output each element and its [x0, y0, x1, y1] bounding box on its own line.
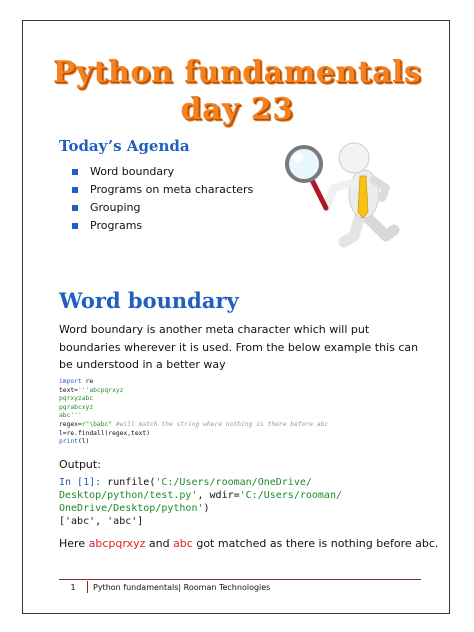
console-string: 'C:/Users/rooman/OneDrive/ — [155, 477, 312, 488]
bullet-icon — [72, 187, 78, 193]
agenda-item: Word boundary — [72, 163, 253, 181]
agenda-list — [72, 163, 253, 235]
output-label: Output: — [59, 458, 101, 471]
console-text: ) — [203, 503, 210, 514]
console-text: , wdir= — [197, 490, 240, 501]
figure-with-magnifying-glass-icon — [282, 124, 412, 254]
page-title-line1: Python fundamentals — [52, 55, 422, 90]
code-keyword: import — [59, 378, 82, 385]
console-string: 'C:/Users/rooman/ — [239, 490, 342, 501]
console-string: Desktop/python/test.py' — [59, 490, 198, 501]
code-text: regex= — [59, 420, 82, 428]
output-console — [59, 476, 342, 528]
bullet-icon — [72, 169, 78, 175]
code-text: re — [81, 378, 94, 385]
section-paragraph: Word boundary is another meta character which will put boundaries wherever it is used. From the below example this can be understood in a better way — [59, 323, 419, 371]
page-title-line2: day 23 — [180, 92, 294, 127]
code-string: '''abcpqrxyz — [77, 386, 124, 394]
highlight-match: abc — [173, 537, 193, 550]
code-comment: #will match the string where nothing is there before abc — [112, 420, 329, 428]
code-string: pqrxyzabc — [59, 395, 94, 403]
footer-rule — [59, 579, 421, 580]
section-heading: Word boundary — [59, 288, 239, 313]
agenda-item: Programs on meta characters — [72, 181, 253, 199]
code-text: (l) — [77, 438, 90, 446]
code-text: l=re.findall(regex,text) — [59, 429, 150, 437]
code-string: pqrabcxyz — [59, 403, 94, 411]
page-number: 1 — [70, 583, 76, 592]
highlight-match: abcpqrxyz — [88, 537, 146, 550]
console-string: OneDrive/Desktop/python' — [59, 503, 204, 514]
agenda-item: Grouping — [72, 199, 253, 217]
footer-separator — [87, 581, 88, 593]
console-text: runfile( — [101, 477, 156, 488]
bullet-icon — [72, 223, 78, 229]
agenda-heading: Today’s Agenda — [59, 137, 190, 155]
code-block — [59, 378, 328, 447]
bullet-icon — [72, 205, 78, 211]
code-string: r"\babc" — [81, 420, 113, 428]
code-string: abc''' — [59, 412, 82, 420]
code-keyword: print — [59, 438, 78, 446]
footer-text: Python fundamentals| Rooman Technologies — [93, 583, 271, 592]
console-prompt: In [1]: — [59, 477, 102, 488]
console-result: ['abc', 'abc'] — [59, 516, 144, 527]
result-sentence: Here abcpqrxyz and abc got matched as there is nothing before abc. — [59, 537, 439, 550]
agenda-item: Programs — [72, 217, 253, 235]
code-text: text= — [59, 386, 78, 394]
